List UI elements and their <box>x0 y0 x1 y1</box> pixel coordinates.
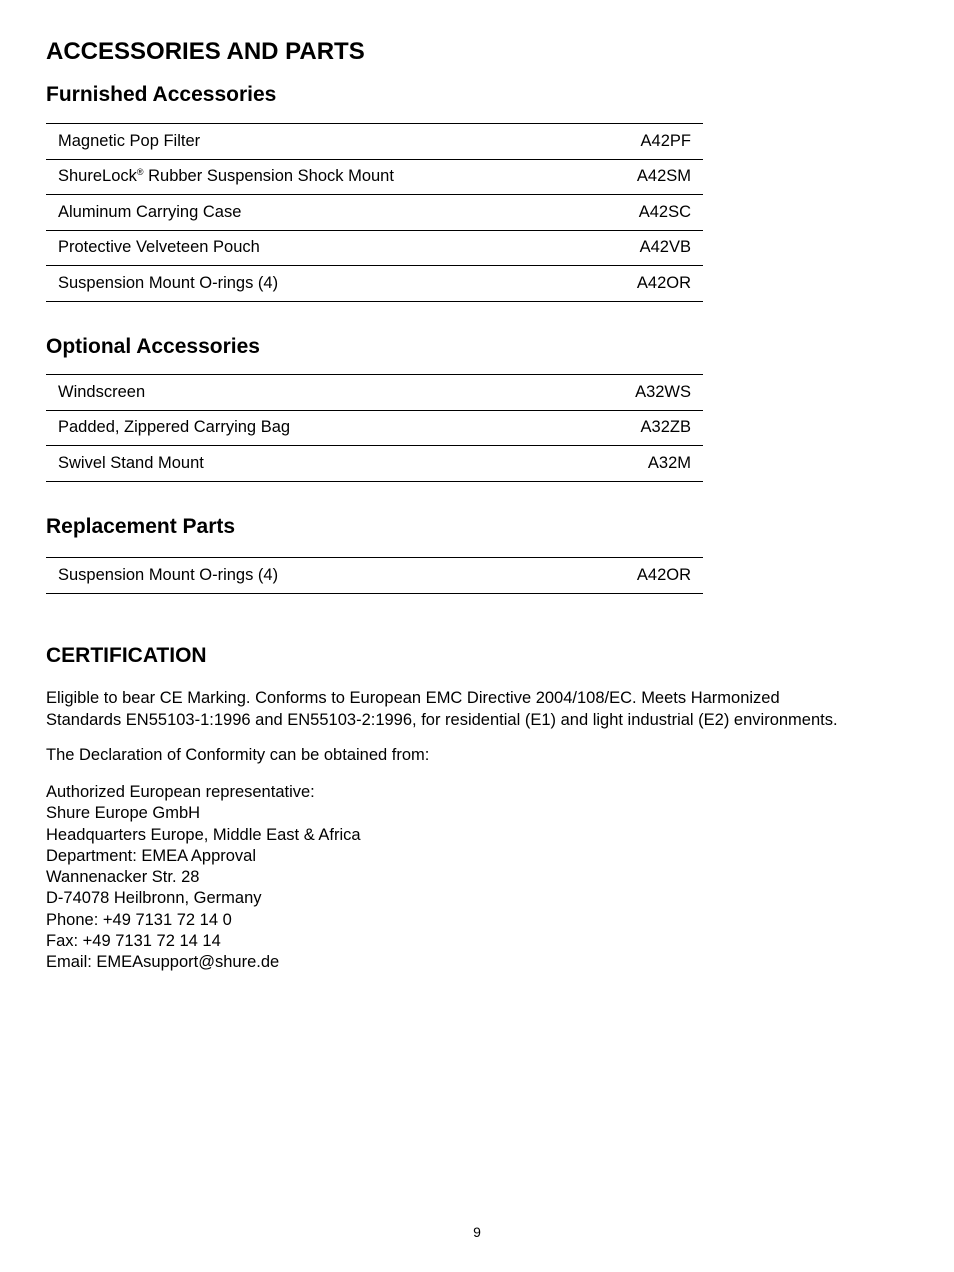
table-row <box>46 558 703 594</box>
part-name: Protective Velveteen Pouch <box>46 230 586 266</box>
part-name: Magnetic Pop Filter <box>46 124 586 160</box>
part-code: A42VB <box>586 230 703 266</box>
declaration-paragraph: The Declaration of Conformity can be obtained from: <box>46 746 430 764</box>
table-row <box>46 375 703 411</box>
part-name: Padded, Zippered Carrying Bag <box>46 410 547 446</box>
address-line: Shure Europe GmbH <box>46 804 201 823</box>
part-name: Swivel Stand Mount <box>46 446 547 482</box>
address-line: D-74078 Heilbronn, Germany <box>46 889 262 908</box>
part-name <box>46 159 586 195</box>
table-row <box>46 410 703 446</box>
table-row <box>46 195 703 231</box>
replacement-parts-heading: Replacement Parts <box>46 515 236 538</box>
page-number: 9 <box>473 1224 481 1240</box>
part-code: A42OR <box>544 558 703 594</box>
certification-paragraph <box>46 688 916 731</box>
address-line: Wannenacker Str. 28 <box>46 868 200 887</box>
part-code: A32WS <box>547 375 703 411</box>
address-line: Headquarters Europe, Middle East & Africa <box>46 825 361 844</box>
registered-mark: ® <box>136 167 144 178</box>
page-title: ACCESSORIES AND PARTS <box>46 38 365 65</box>
representative-address <box>46 782 361 974</box>
furnished-accessories-table <box>46 123 703 302</box>
part-name-brand: ShureLock <box>58 167 137 186</box>
replacement-parts-table <box>46 557 703 594</box>
table-row <box>46 230 703 266</box>
address-line: Fax: +49 7131 72 14 14 <box>46 932 221 951</box>
table-row <box>46 266 703 302</box>
optional-accessories-table <box>46 374 703 482</box>
address-line: Email: EMEAsupport@shure.de <box>46 953 280 972</box>
part-code: A42OR <box>586 266 703 302</box>
part-name: Aluminum Carrying Case <box>46 195 586 231</box>
part-name-rest: Rubber Suspension Shock Mount <box>143 167 394 186</box>
part-name: Suspension Mount O-rings (4) <box>46 266 586 302</box>
part-code: A42SM <box>586 159 703 195</box>
table-row <box>46 446 703 482</box>
certification-heading: CERTIFICATION <box>46 644 207 667</box>
part-code: A32M <box>547 446 703 482</box>
part-code: A42SC <box>586 195 703 231</box>
certification-line: Eligible to bear CE Marking. Conforms to European EMC Directive 2004/108/EC. Meets Harmonized <box>46 689 780 707</box>
optional-accessories-heading: Optional Accessories <box>46 335 260 358</box>
address-line: Authorized European representative: <box>46 783 315 801</box>
table-row <box>46 124 703 160</box>
address-line: Phone: +49 7131 72 14 0 <box>46 910 232 929</box>
address-line: Department: EMEA Approval <box>46 846 257 865</box>
part-name: Windscreen <box>46 375 547 411</box>
part-code: A32ZB <box>547 410 703 446</box>
certification-line: Standards EN55103-1:1996 and EN55103-2:1996, for residential (E1) and light industrial (E2) environments. <box>46 710 838 729</box>
furnished-accessories-heading: Furnished Accessories <box>46 83 277 106</box>
part-name: Suspension Mount O-rings (4) <box>46 558 544 594</box>
table-row <box>46 159 703 195</box>
part-code: A42PF <box>586 124 703 160</box>
